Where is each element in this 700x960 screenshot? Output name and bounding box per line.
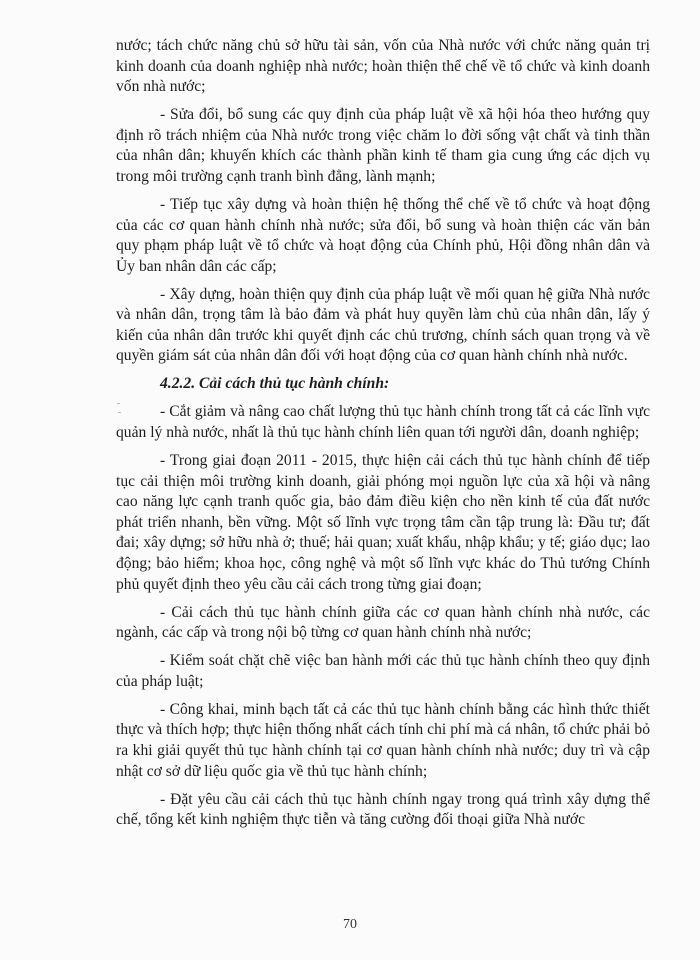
page-number: 70 <box>343 917 357 932</box>
bullet-paragraph: - Cải cách thủ tục hành chính giữa các cơ quan hành chính nhà nước, các ngành, các cấp và trong nội bộ từng cơ quan hành chính nhà nước; <box>116 603 650 642</box>
bullet-paragraph: - Tiếp tục xây dựng và hoàn thiện hệ thống thể chế về tổ chức và hoạt động của các cơ quan hành chính nhà nước; sửa đổi, bổ sung và hoàn thiện các văn bản quy phạm pháp luật về tổ chức và hoạt động của Chính phủ, Hội đồng nhân dân và Ủy ban nhân dân các cấp; <box>116 195 650 275</box>
scan-artifact <box>117 403 120 404</box>
bullet-paragraph: - Sửa đổi, bổ sung các quy định của pháp luật về xã hội hóa theo hướng quy định rõ trách nhiệm của Nhà nước trong việc chăm lo đời sống vật chất và tinh thần của nhân dân; khuyến khích các thành phần kinh tế tham gia cung ứng các dịch vụ trong môi trường cạnh tranh bình đẳng, lành mạnh; <box>116 106 650 185</box>
bullet-paragraph: - Cắt giảm và nâng cao chất lượng thủ tục hành chính trong tất cả các lĩnh vực quản lý nhà nước, nhất là thủ tục hành chính liên quan tới người dân, doanh nghiệp; <box>116 403 650 442</box>
page-body <box>116 36 650 838</box>
bullet-paragraph: - Trong giai đoạn 2011 - 2015, thực hiện cải cách thủ tục hành chính để tiếp tục cải thiện môi trường kinh doanh, giải phóng mọi nguồn lực của xã hội và nâng cao năng lực cạnh tranh quốc gia, bảo đảm điều kiện cho nền kinh tế của đất nước phát triển nhanh, bền vững. Một số lĩnh vực trọng tâm cần tập trung là: Đầu tư; đất đai; xây dựng; sở hữu nhà ở; thuế; hải quan; xuất khẩu, nhập khẩu; y tế; giáo dục; lao động; bảo hiểm; khoa học, công nghệ và một số lĩnh vực khác do Thủ tướng Chính phủ quyết định theo yêu cầu cải cách trong từng giai đoạn; <box>116 452 650 593</box>
section-heading: 4.2.2. Cải cách thủ tục hành chính: <box>160 375 390 393</box>
paragraph-continuation: nước; tách chức năng chủ sở hữu tài sản, vốn của Nhà nước với chức năng quản trị kinh doanh của doanh nghiệp nhà nước; hoàn thiện thể chế về tổ chức và kinh doanh vốn nhà nước; <box>116 37 650 96</box>
bullet-paragraph: - Đặt yêu cầu cải cách thủ tục hành chính ngay trong quá trình xây dựng thể chế, tổng kết kinh nghiệm thực tiễn và tăng cường đối thoại giữa Nhà nước <box>116 790 650 829</box>
bullet-paragraph: - Kiểm soát chặt chẽ việc ban hành mới các thủ tục hành chính theo quy định của pháp luật; <box>116 652 650 690</box>
bullet-paragraph: - Xây dựng, hoàn thiện quy định của pháp luật về mối quan hệ giữa Nhà nước và nhân dân, trọng tâm là bảo đảm và phát huy quyền làm chủ của nhân dân, lấy ý kiến của nhân dân trước khi quyết định các chủ trương, chính sách quan trọng và về quyền giám sát của nhân dân đối với hoạt động của cơ quan hành chính nhà nước. <box>116 285 650 365</box>
scan-artifact <box>118 412 121 413</box>
bullet-paragraph: - Công khai, minh bạch tất cả các thủ tục hành chính bằng các hình thức thiết thực và thích hợp; thực hiện thống nhất cách tính chi phí mà cá nhân, tổ chức phải bỏ ra khi giải quyết thủ tục hành chính tại cơ quan hành chính nhà nước; duy trì và cập nhật cơ sở dữ liệu quốc gia về thủ tục hành chính; <box>116 700 650 780</box>
